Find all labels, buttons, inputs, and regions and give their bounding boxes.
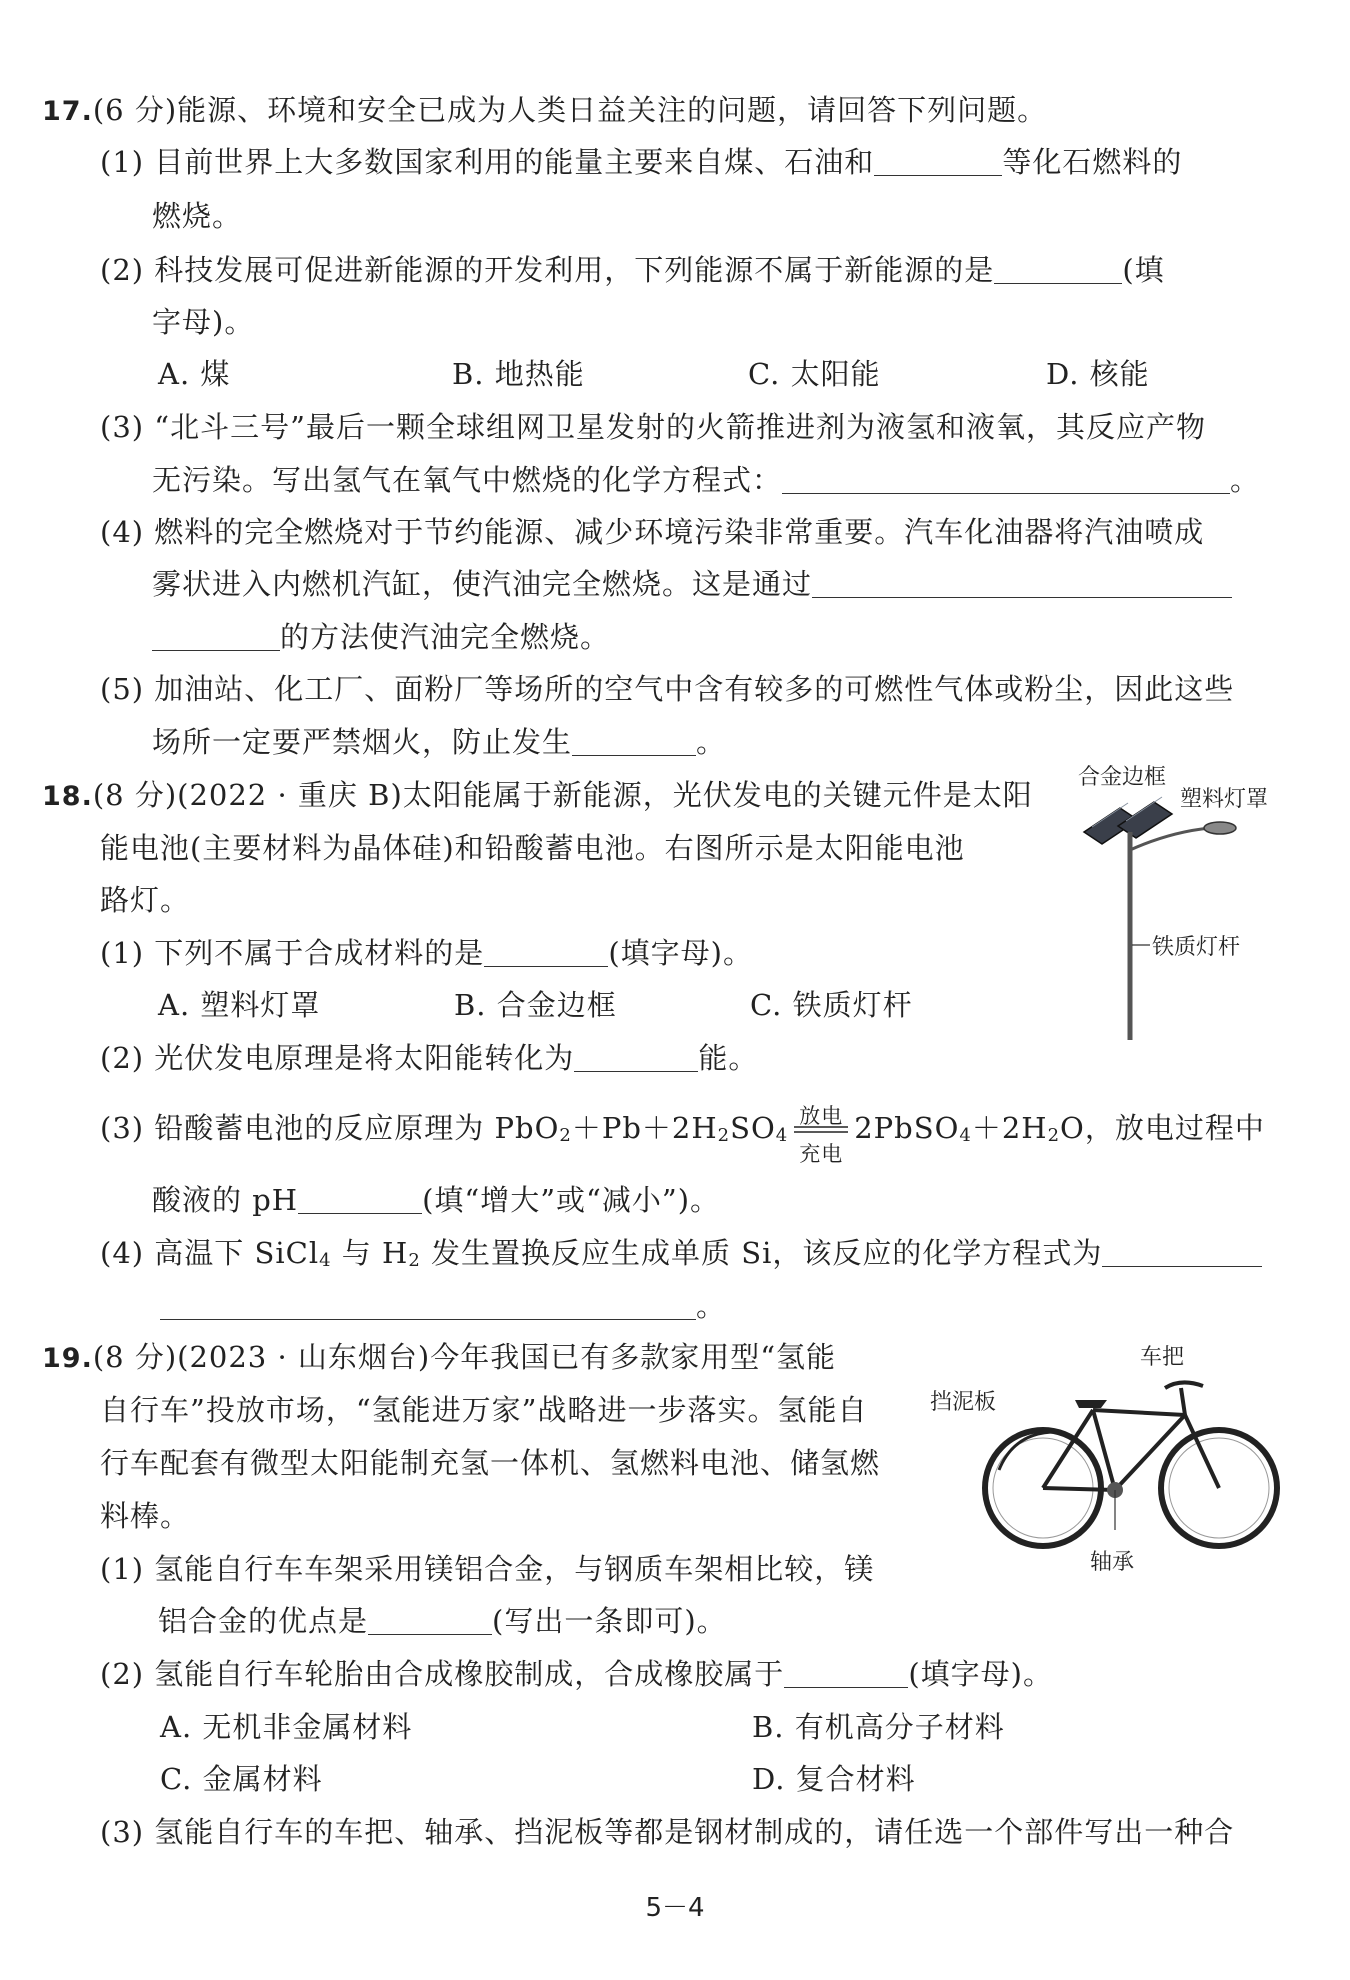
answer-blank[interactable] xyxy=(368,1604,492,1635)
lamp-cover-icon xyxy=(1204,822,1236,834)
q17-number: 17. xyxy=(42,96,93,127)
fender-icon xyxy=(999,1432,1061,1470)
q18-stem-line3: 路灯。 xyxy=(100,883,191,917)
answer-blank[interactable] xyxy=(484,936,608,967)
q18-number: 18. xyxy=(42,781,93,812)
handlebar-icon xyxy=(1165,1382,1203,1388)
answer-blank[interactable] xyxy=(994,253,1122,284)
answer-blank[interactable] xyxy=(1102,1236,1262,1267)
answer-blank[interactable] xyxy=(784,1657,908,1688)
q18-part1: (1) 下列不属于合成材料的是 (填字母)。 xyxy=(100,936,753,970)
q19-stem-line2: 自行车”投放市场，“氢能进万家”战略进一步落实。氢能自 xyxy=(100,1393,868,1427)
bicycle-figure xyxy=(975,1360,1285,1560)
q18-part2: (2) 光伏发电原理是将太阳能转化为 能。 xyxy=(100,1041,759,1075)
q17-part5-line1: (5) 加油站、化工厂、面粉厂等场所的空气中含有较多的可燃性气体或粉尘，因此这些 xyxy=(100,672,1235,706)
label-iron-pole: 铁质灯杆 xyxy=(1152,935,1241,960)
answer-blank[interactable] xyxy=(572,725,696,756)
answer-blank[interactable] xyxy=(782,463,1230,494)
q17-option-d: D. 核能 xyxy=(1046,357,1150,391)
q18-option-c: C. 铁质灯杆 xyxy=(750,988,913,1022)
q18-option-b: B. 合金边框 xyxy=(454,988,617,1022)
q19-part1-line1: (1) 氢能自行车车架采用镁铝合金，与钢质车架相比较，镁 xyxy=(100,1552,875,1586)
q17-stem: 17.(6 分)能源、环境和安全已成为人类日益关注的问题，请回答下列问题。 xyxy=(42,93,1048,127)
q19-part1-line2: 铝合金的优点是 (写出一条即可)。 xyxy=(158,1604,727,1638)
label-fender: 挡泥板 xyxy=(930,1390,997,1415)
q17-part3-line2: 无污染。写出氢气在氧气中燃烧的化学方程式： 。 xyxy=(152,463,1261,497)
q18-stem-line1: 18.(8 分)(2022 · 重庆 B)太阳能属于新能源，光伏发电的关键元件是太阳 xyxy=(42,778,1033,812)
q18-part3-line2: 酸液的 pH (填“增大”或“减小”)。 xyxy=(152,1183,721,1217)
q17-part3-line1: (3) “北斗三号”最后一颗全球组网卫星发射的火箭推进剂为液氢和液氧，其反应产物 xyxy=(100,410,1206,444)
q19-stem-line3: 行车配套有微型太阳能制充氢一体机、氢燃料电池、储氢燃 xyxy=(100,1446,881,1480)
q19-option-c: C. 金属材料 xyxy=(160,1762,323,1796)
q19-option-b: B. 有机高分子材料 xyxy=(752,1710,1005,1744)
q19-stem-line4: 料棒。 xyxy=(100,1499,191,1533)
q17-part2-line1: (2) 科技发展可促进新能源的开发利用，下列能源不属于新能源的是 (填 xyxy=(100,253,1165,287)
answer-blank[interactable] xyxy=(812,567,1232,598)
q17-option-a: A. 煤 xyxy=(158,357,231,391)
front-wheel-icon xyxy=(1161,1430,1277,1546)
q19-option-a: A. 无机非金属材料 xyxy=(160,1710,413,1744)
q19-part2: (2) 氢能自行车轮胎由合成橡胶制成，合成橡胶属于 (填字母)。 xyxy=(100,1657,1053,1691)
answer-blank[interactable] xyxy=(160,1289,696,1320)
q17-part1-line2: 燃烧。 xyxy=(152,199,243,233)
label-bearing: 轴承 xyxy=(1090,1550,1135,1575)
q19-part3-line1: (3) 氢能自行车的车把、轴承、挡泥板等都是钢材制成的，请任选一个部件写出一种合 xyxy=(100,1815,1235,1849)
page-number: 5－4 xyxy=(645,1893,705,1923)
q19-stem-line1: 19.(8 分)(2023 · 山东烟台)今年我国已有多款家用型“氢能 xyxy=(42,1340,837,1374)
label-alloy-frame: 合金边框 xyxy=(1078,765,1167,790)
q17-part2-line2: 字母)。 xyxy=(152,305,255,339)
label-plastic-cover: 塑料灯罩 xyxy=(1180,787,1269,812)
q18-stem-line2: 能电池(主要材料为晶体硅)和铅酸蓄电池。右图所示是太阳能电池 xyxy=(100,831,965,865)
q19-number: 19. xyxy=(42,1343,93,1374)
answer-blank[interactable] xyxy=(298,1183,422,1214)
q17-part5-line2: 场所一定要严禁烟火，防止发生 。 xyxy=(152,725,727,759)
q18-part3-equation: (3) 铅酸蓄电池的反应原理为 PbO2＋Pb＋2H2SO4 放电 充电 2PbSO4＋2H2O，放电过程中 xyxy=(100,1104,1265,1166)
q18-option-a: A. 塑料灯罩 xyxy=(158,988,321,1022)
reversible-reaction-arrow: 放电 充电 xyxy=(792,1110,850,1150)
seat-icon xyxy=(1075,1400,1107,1408)
label-handlebar: 车把 xyxy=(1140,1345,1185,1370)
answer-blank[interactable] xyxy=(152,620,280,651)
answer-blank[interactable] xyxy=(874,145,1002,176)
q17-option-b: B. 地热能 xyxy=(452,357,585,391)
q17-part4-line2: 雾状进入内燃机汽缸，使汽油完全燃烧。这是通过 xyxy=(152,564,1232,604)
q17-part1-line1: (1) 目前世界上大多数国家利用的能量主要来自煤、石油和 等化石燃料的 xyxy=(100,145,1183,179)
q17-part4-line3: 的方法使汽油完全燃烧。 xyxy=(152,617,610,657)
q18-part4-line1: (4) 高温下 SiCl4 与 H2 发生置换反应生成单质 Si，该反应的化学方程式为 xyxy=(100,1233,1262,1281)
q18-part4-line2: 。 xyxy=(160,1286,726,1326)
answer-blank[interactable] xyxy=(574,1041,698,1072)
q19-option-d: D. 复合材料 xyxy=(752,1762,916,1796)
q17-part4-line1: (4) 燃料的完全燃烧对于节约能源、减少环境污染非常重要。汽车化油器将汽油喷成 xyxy=(100,515,1205,549)
q17-option-c: C. 太阳能 xyxy=(748,357,881,391)
